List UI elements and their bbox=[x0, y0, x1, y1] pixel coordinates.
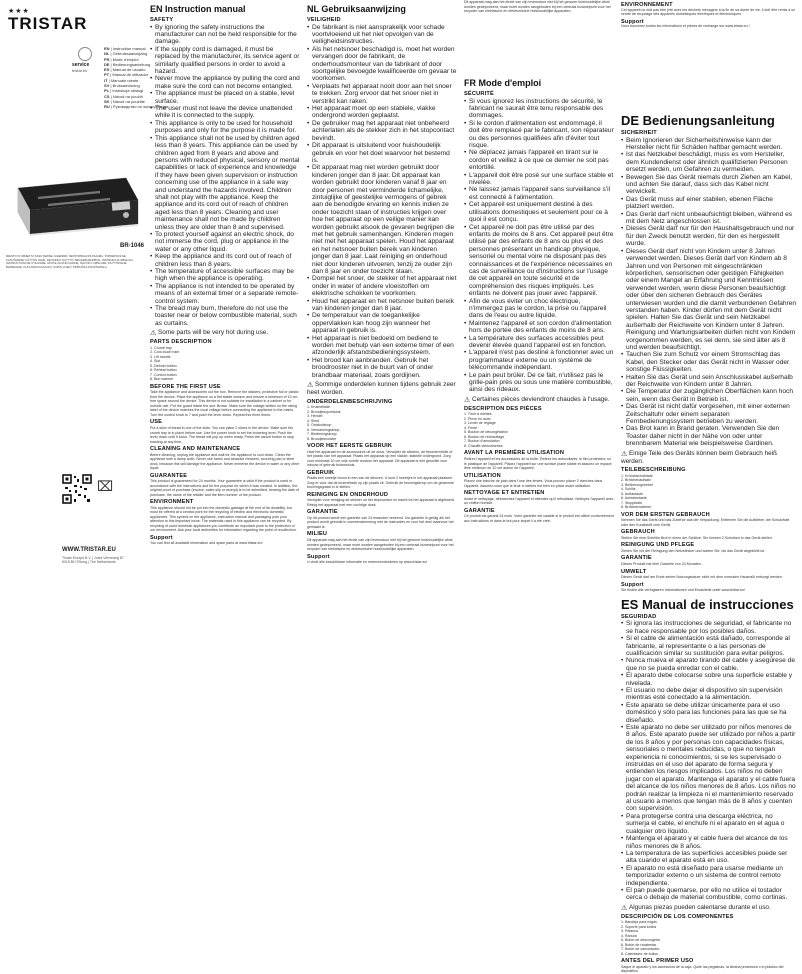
list-item: 6. Botón de recalentar bbox=[621, 942, 657, 947]
cover-small-print: MIESTO IN OBJEKTU KASUTAMISE JUHENDID, NESTOPIRALNIS PAJÁMA, TOPDEPOOLNE KASUTAMINE, KÄYTÖN OHJE, KIRJAINFO KÄYTTÖ, BRUKERHÅNDBOK, INSTRUKCJA OBSŁUGI, INSTRUCTIUNI DE UTILIZARE, UPUTE ZA RUKOVANJE, NÁVOD K OBSLUZE, KÄYTTÖOHJE, ВНИМАНИЕ, KULLANIM KILAVUZU, POPIS VOEĆI, PRÍRUČKA POUŽÍVATEĽA bbox=[6, 254, 134, 269]
section-heading-en: EN Instruction manual bbox=[150, 4, 246, 14]
use-heading: GEBRUIK bbox=[307, 469, 335, 476]
list-item: • Tauchen Sie zum Schutz vor einem Stromschlag das Kabel, den Stecker oder das Gerät nicht in Wasser oder sonstige Flüssigkeiten. bbox=[621, 351, 797, 373]
language-name: Instrukcja obsługi bbox=[112, 88, 144, 94]
safety-heading: SÉCURITÉ bbox=[464, 91, 494, 97]
cleaning-text: Before cleaning, unplug the appliance and wait for the appliance to cool down. Clean the appliance with a damp cloth. Never use harsh and abrasive cleaners, scouring pad or steel wool, because this will damage the appliance. Never immerse the device in water or any other liquid. bbox=[150, 452, 300, 471]
list-item: • Das Gerät muss auf einer stabilen, ebenen Fläche platziert werden. bbox=[621, 196, 797, 211]
list-item: 8. Calentador de bollos bbox=[621, 951, 658, 956]
list-item: • Das Gerät darf nicht unbeaufsichtigt bleiben, während es mit dem Netz angeschlossen ist. bbox=[621, 211, 797, 226]
hot-surface-warning: ⚠ Some parts will be very hot during use. bbox=[150, 329, 269, 338]
list-item: 4. Sleuf bbox=[307, 418, 320, 423]
language-entry: ES | Manual de usuario bbox=[104, 67, 146, 73]
before-use-heading: VOR DEM ERSTEN GEBRAUCH bbox=[621, 511, 710, 518]
language-code: EN bbox=[104, 46, 110, 51]
list-item: • Cet appareil ne doit pas être utilisé par des enfants de moins de 8 ans. Cet appareil peut être utilisé par des enfants de 8 ans ou plus et des personnes présentant un handicap physique, sensoriel ou mental voire ne disposant pas des connaissances et de l'expérience nécessaires en cas de surveillance ou d'instructions sur l'usage de cet appareil en toute sécurité et de compréhension des risques impliqués. Les enfants ne doivent pas jouer avec l'appareil. bbox=[464, 224, 614, 298]
safety-list bbox=[621, 137, 797, 448]
use-heading: USE bbox=[150, 419, 163, 426]
cleaning-text: Verwijder voor reiniging de stekker uit het stopcontact en wacht tot het apparaat is afgekoeld. Reinig het apparaat met een vochtige doek. bbox=[307, 498, 455, 507]
list-item: 2. Pince en acier bbox=[464, 416, 491, 421]
guarantee-heading: GARANTIE bbox=[464, 507, 495, 514]
safety-list bbox=[150, 24, 300, 328]
lang-code: DE bbox=[621, 113, 643, 128]
list-item: • Le pain peut brûler. De ce fait, n'utilisez pas le grille-pain près ou sous une matière combustible, ainsi des rideaux. bbox=[464, 372, 614, 394]
list-item: 6. Bouton de réchauffage bbox=[464, 434, 505, 439]
list-item: 5. Bouton de décongélation bbox=[464, 430, 508, 435]
section-heading-es: ES Manual de instrucciones bbox=[621, 596, 794, 612]
list-item: 1. Krümelschublade bbox=[621, 473, 653, 478]
list-item: 2. Brötchenaufsatz bbox=[621, 478, 651, 483]
guarantee-text: Op dit product wordt een garantie van 24 maanden verleend. Uw garantie is geldig als het product wordt gebruikt in overeenstemming met de instructies en voor het doel waarvoor het gemaakt is. bbox=[307, 515, 454, 529]
before-use-heading: BEFORE THE FIRST USE bbox=[150, 383, 221, 390]
language-entry: CS | Návod na použití bbox=[104, 93, 143, 99]
list-item: 3. Hendel bbox=[307, 414, 323, 419]
column-de-es bbox=[621, 0, 797, 974]
list-item: 4. Slot bbox=[150, 359, 161, 364]
language-code: PT bbox=[104, 72, 110, 78]
use-heading: UTILISATION bbox=[464, 472, 501, 479]
list-item: • Het apparaat moet op een stabiele, vlakke ondergrond worden geplaatst. bbox=[307, 105, 457, 120]
list-item: • To protect yourself against an electric shock, do not immerse the cord, plug or appliance in the water or any other liquid. bbox=[150, 231, 300, 253]
list-item: • Verplaats het apparaat nooit door aan het snoer te trekken. Zorg ervoor dat het snoer niet in verstrikt kan raken. bbox=[307, 83, 457, 105]
service-label: service bbox=[72, 62, 90, 68]
list-item: 4. Schlitz bbox=[621, 487, 636, 492]
list-item: 8. Chauffe-viennoiseries bbox=[464, 443, 503, 448]
support-heading: Support bbox=[621, 18, 644, 25]
language-code: CS bbox=[104, 93, 110, 99]
safety-heading: SEGURIDAD bbox=[621, 613, 657, 620]
list-item: • Maintenez l'appareil et son cordon d'alimentation hors de portée des enfants de moins de 8 ans. bbox=[464, 320, 614, 335]
language-entry: RU | Руководство по эксплуатации bbox=[104, 104, 169, 110]
list-item: • Si el cable de alimentación está dañado, corresponde al fabricante, al representante o a las personas de cualificación similar su sustitución para evitar peligros. bbox=[621, 635, 797, 657]
list-item: • Si le cordon d'alimentation est endommagé, il doit être remplacé par le fabricant, son réparateur ou des personnes qualifiées afin d'éviter tout risque. bbox=[464, 120, 614, 150]
list-item: 1. Crumb tray bbox=[150, 345, 172, 350]
list-item: • Ne déplacez jamais l'appareil en tirant sur le cordon et veillez à ce que ce dernier ne soit pas entortillé. bbox=[464, 149, 614, 171]
list-item: 3. Lift handle bbox=[150, 354, 171, 359]
before-use-text: Haal het apparaat en de accessoires uit de doos. Verwijder de stickers, de beschermfolie of het plastic van het apparaat. Plaats het apparaat op een vlakke, stabiele ondergrond. Zorg voor minimaal 10 cm vrije ruimte rondom het apparaat. Dit apparaat is niet geschikt voor inbouw of gebruik buitenshuis. bbox=[307, 449, 453, 468]
cleaning-text: Avant le nettoyage, débranchez l'appareil et attendez qu'il refroidisse. Nettoyez l'appareil avec un chiffon humide. bbox=[464, 496, 614, 506]
support-text: Vous trouverez toutes les informations et pièces de rechange sur www.tristar.eu ! bbox=[621, 24, 750, 28]
list-item: • The temperature of accessible surfaces may be high when the appliance is operating. bbox=[150, 268, 300, 283]
hot-surface-warning: ⚠ Certaines pièces deviendront chaudes à l'usage. bbox=[464, 395, 610, 404]
language-code: DE bbox=[104, 61, 110, 67]
safety-heading: SAFETY bbox=[150, 17, 174, 23]
before-use-text: Retirez l'appareil et les accessoires de la boîte. Retirez les autocollants, le film protecteur ou le plastique de l'appareil. Placez l'appareil sur une surface plane stable et assurez un espace libre minimum de 10 cm autour de l'appareil. bbox=[464, 457, 612, 471]
cleaning-heading: NETTOYAGE ET ENTRETIEN bbox=[464, 490, 545, 497]
parts-list bbox=[621, 474, 797, 510]
list-item: • De temperatuur van de toegankelijke oppervlakken kan hoog zijn wanneer het apparaat in gebruik is. bbox=[307, 312, 457, 334]
column-en bbox=[150, 0, 300, 575]
column-nl bbox=[307, 0, 457, 575]
support-text: Sie finden alle verfügbaren Informationen und Ersatzteile unter www.tristar.eu! bbox=[621, 588, 746, 593]
list-item: 4. Fente bbox=[464, 425, 478, 430]
list-item: • Dieses Gerät darf nicht von Kindern unter 8 Jahren verwendet werden. Dieses Gerät darf von Kindern ab 8 Jahren und von Personen mit eingeschränkten körperlichen, sensorischen oder geistigen Fähigkeiten oder einem Mangel an Erfahrung und Kenntnissen verwendet werden, wenn diese Personen beaufsichtigt oder über den sicheren Gebrauch des Gerätes unterwiesen wurden und die damit verbundenen Gefahren verstanden haben. Kinder dürfen mit dem Gerät nicht spielen. Halten Sie das Gerät und sein Netzkabel außerhalb der Reichweite von Kindern unter 8 Jahren. Reinigung und Wartungsarbeiten dürfen nicht von Kindern vorgenommen werden, es sei denn, sie sind älter als 8 und werden beaufsichtigt. bbox=[621, 248, 797, 352]
list-item: • Nunca mueva el aparato tirando del cable y asegúrese de que no se pueda enredar con el cable. bbox=[621, 657, 797, 672]
footer-website[interactable]: WWW.TRISTAR.EU bbox=[62, 547, 116, 553]
hot-surface-warning: ⚠ Sommige onderdelen kunnen tijdens gebruik zeer heet worden. bbox=[307, 381, 456, 397]
language-list bbox=[104, 46, 169, 110]
section-heading-nl: NL Gebruiksaanwijzing bbox=[307, 4, 406, 14]
list-item: • Als het netsnoer beschadigd is, moet het worden vervangen door de fabrikant, de onderhoudsmonteur van de fabrikant of door soortgelijke bevoegde kwalificeerde om gevaar te voorkomen. bbox=[307, 46, 457, 83]
environment-text: Dieses Gerät darf am Ende seiner Nutzungsdauer nicht mit dem normalen Hausmüll entsorgt werden. bbox=[621, 575, 783, 580]
brand-stars: ★★★ bbox=[8, 8, 30, 15]
list-item: • El usuario no debe dejar el dispositivo sin supervisión mientras esté conectado a la alimentación. bbox=[621, 687, 797, 702]
list-item: • This appliance shall not be used by children aged less than 8 years. This appliance can be used by children aged from 8 years and above and persons with reduced physical, sensory or mental capabilities or lack of experience and knowledge if they have been given supervision or instruction concerning use of the appliance in a safe way and understand the hazards involved. Children shall not play with the appliance. Keep the appliance and its cord out of reach of children aged less than 8 years. Cleaning and user maintenance shall not be made by children unless they are older than 8 and supervised. bbox=[150, 135, 300, 231]
safety-list bbox=[621, 620, 797, 901]
language-entry: SV | Bruksanvisning bbox=[104, 83, 140, 89]
nl-continuation: Dit apparaat mag aan het einde van zijn levensduur niet bij het gewone huishoudelijke afval worden gedeponeerd, maar moet worden aangeboden bij een centraal inzamelpunt voor het recyclen van elektrische en elektronische huishoudelijke apparaten. bbox=[464, 0, 611, 13]
language-name: Návod na použití bbox=[112, 93, 143, 99]
list-item: • Dit apparaat mag niet worden gebruikt door kinderen jonger dan 8 jaar. Dit apparaat kan worden gebruikt door kinderen vanaf 8 jaar en door personen met verminderde lichamelijke, zintuiglijke of geestelijke vermogens of gebrek aan de benodigde ervaring en kennis indien ze onder toezicht staan of instructies krijgen over hoe het apparaat op een veilige manier kan worden gebruikt alsook de gevaren begrijpen die met het gebruik samenhangen. Kinderen mogen niet met het apparaat spelen. Houd het apparaat en het netsnoer buiten bereik van kinderen jonger dan 8 jaar. Laat reiniging en onderhoud niet door kinderen uitvoeren, tenzij ze ouder zijn dan 8 jaar en onder toezicht staan. bbox=[307, 164, 457, 275]
language-entry: DE | Bedienungsanleitung bbox=[104, 61, 151, 67]
use-text: Plaats een sneetje brood in een van de sleuven. U kunt 2 sneetjes in het apparaat plaatsen. Zorg er voor dat de kruimellade op zijn plaats zit. Gebruik de bruiningsknop om de gewenste bruiningsgraad in te stellen. bbox=[307, 476, 454, 490]
language-name: Bruksanvisning bbox=[112, 83, 140, 89]
use-heading: GEBRAUCH bbox=[621, 529, 655, 536]
language-code: FR bbox=[104, 56, 110, 62]
support-heading: Support bbox=[150, 534, 173, 541]
list-item: 5. Ontdooiknop bbox=[307, 423, 332, 428]
list-item: • Dompel het snoer, de stekker of het apparaat niet onder in water of andere vloeistoffen om elektrische schokken te voorkomen. bbox=[307, 275, 457, 297]
guarantee-heading: GUARANTEE bbox=[150, 472, 188, 479]
list-item: 3. Palanca bbox=[621, 929, 638, 934]
list-item: • L'appareil doit être posé sur une surface stable et nivelée. bbox=[464, 172, 614, 187]
parts-heading: DESCRIPCIÓN DE LOS COMPONENTES bbox=[621, 913, 734, 920]
cleaning-text: Ziehen Sie vor der Reinigung den Netzstecker und warten Sie, bis das Gerät abgekühlt ist. bbox=[621, 548, 766, 553]
lang-code: FR bbox=[464, 78, 479, 88]
list-item: 3. Levier de réglage bbox=[464, 421, 496, 426]
hot-surface-icon: ⚠ bbox=[621, 904, 628, 912]
safety-heading: VEILIGHEID bbox=[307, 17, 341, 23]
environment-heading: ENVIRONNEMENT bbox=[621, 2, 673, 8]
brand-logo bbox=[8, 8, 87, 33]
list-item: • Houd het apparaat en het netsnoer buiten bereik van kinderen jonger dan 8 jaar. bbox=[307, 298, 457, 313]
language-entry: NL | Gebruiksaanwijzing bbox=[104, 51, 148, 57]
list-item: 1. Bandeja para migas bbox=[621, 920, 657, 925]
list-item: • Halten Sie das Gerät und sein Anschlusskabel außerhalb der Reichweite von Kindern unter 8 Jahren. bbox=[621, 374, 797, 389]
language-code: NL bbox=[104, 51, 110, 57]
list-item: • Die Temperatur der zugänglichen Oberflächen kann hoch sein, wenn das Gerät in Betrieb ist. bbox=[621, 388, 797, 403]
list-item: 6. Reheat button bbox=[150, 368, 177, 373]
language-name: Bedienungsanleitung bbox=[112, 61, 151, 67]
list-item: • Ist das Netzkabel beschädigt, muss es vom Hersteller, dem Kundendienst oder ähnlich qualifizierten Personen ersetzt werden, um Gefahren zu vermeiden. bbox=[621, 151, 797, 173]
lang-code: EN bbox=[150, 4, 166, 14]
list-item: • Este aparato no debe ser utilizado por niños menores de 8 años. Este aparato puede ser utilizado por niños a partir de los 8 años y por personas con capacidades físicas, sensoriales o mentales reducidas, o que no tengan experiencia ni conocimientos, si se les supervisado o instruidas en el uso del aparato de forma segura y entienden los riesgos implicados. Los niños no deben jugar con el aparato. Mantenga el aparato y el cable fuera del alcance de los niños menores de 8 años. Los niños no podrán realizar la limpieza ni el mantenimiento reservado al usuario a menos que tengan más de 8 años y cuenten con supervisión. bbox=[621, 724, 797, 813]
parts-list bbox=[464, 412, 614, 448]
list-item: 3. Bedienungshebel bbox=[621, 482, 653, 487]
list-item: 8. Broodjesrooster bbox=[307, 436, 337, 441]
environment-text: This appliance should not be put into the domestic garbage at the end of its durability, but must be offered at a central point for the recycling of electric and electronic domestic appliances. This symbol on the appliance, instruction manual and packaging puts your attention to this important issue. The materials used in this appliance can be recycled. By recycling of used domestic appliances you contribute an important push to the protection of our environment. Ask your local authorities for information regarding the point of recollection. bbox=[150, 505, 297, 533]
list-item: 2. Soporte para bollos bbox=[621, 924, 657, 929]
list-item: 2. Cool-touch ham bbox=[150, 350, 180, 355]
cleaning-heading: REINIGUNG UND PFLEGE bbox=[621, 542, 695, 549]
parts-heading: PARTS DESCRIPTION bbox=[150, 339, 212, 346]
before-use-heading: VOOR HET EERSTE GEBRUIK bbox=[307, 443, 393, 450]
list-item: 5. Auftautaste bbox=[621, 491, 643, 496]
language-name: Manuale utente bbox=[110, 77, 139, 83]
service-logo bbox=[72, 47, 100, 73]
support-heading: Support bbox=[307, 553, 330, 560]
guarantee-heading: GARANTIE bbox=[307, 509, 338, 516]
language-entry: PT | Manual de utilizador bbox=[104, 72, 149, 78]
before-use-text: Nehmen Sie das Gerät und das Zubehör aus der Verpackung. Entfernen Sie die Aufkleber, die Schutzfolie oder den Kunststoff vom Gerät. bbox=[621, 518, 790, 527]
list-item: • Este aparato se debe utilizar únicamente para el uso doméstico y sólo para las funciones para las que se ha diseñado. bbox=[621, 702, 797, 724]
safety-heading: SICHERHEIT bbox=[621, 130, 657, 136]
list-item: • Keep the appliance and its cord out of reach of children less than 8 years. bbox=[150, 253, 300, 268]
list-item: • Ne laissez jamais l'appareil sans surveillance s'il est connecté à l'alimentation. bbox=[464, 186, 614, 201]
language-entry: PL | Instrukcja obsługi bbox=[104, 88, 144, 94]
language-code: SK bbox=[104, 98, 110, 104]
section-heading-fr: FR Mode d'emploi bbox=[464, 78, 542, 88]
language-name: Instruction manual bbox=[112, 46, 146, 51]
environment-heading: MILIEU bbox=[307, 531, 328, 538]
toaster-illustration bbox=[8, 160, 144, 240]
list-item: • Het brood kan aanbranden. Gebruik het broodrooster niet in de buurt van of onder brandbaar materiaal, zoals gordijnen. bbox=[307, 357, 457, 379]
language-name: Gebruiksaanwijzing bbox=[112, 51, 148, 57]
list-item: • La temperatura de las superficies accesibles puede ser alta cuando el aparato está en uso. bbox=[621, 850, 797, 865]
list-item: 8. Brötchenwärmer bbox=[621, 505, 652, 510]
list-item: • This appliance is only to be used for household purposes and only for the purpose it is made for. bbox=[150, 120, 300, 135]
safety-list bbox=[307, 24, 457, 380]
list-item: • El pan puede quemarse, por ello no utilice el tostador cerca o debajo de material combustible, como cortinas. bbox=[621, 887, 797, 902]
list-item: 5. Botón de descongelar bbox=[621, 938, 660, 943]
hot-surface-icon: ⚠ bbox=[307, 382, 314, 390]
list-item: • By ignoring the safety instructions the manufacturer can not be held responsible for the damage. bbox=[150, 24, 300, 46]
guarantee-text: Dieses Produkt hat eine Garantie von 24 Monaten. bbox=[621, 562, 702, 567]
service-icon bbox=[78, 47, 92, 61]
list-item: • Never move the appliance by pulling the cord and make sure the cord can not become entangled. bbox=[150, 75, 300, 90]
use-text: Placez une tranche de pain dans l'une des fentes. Vous pouvez placer 2 tranches dans l'appareil. Assurez-vous que le tiroir à miettes est bien en place avant utilisation. bbox=[464, 479, 603, 488]
list-item: • Para protegerse contra una descarga eléctrica, no sumerja el cable, el enchufe ni el aparato en el agua o cualquier otro líquido. bbox=[621, 813, 797, 835]
language-code: PL bbox=[104, 88, 110, 94]
list-item: • Dieses Gerät darf nur für den Haushaltsgebrauch und nur für den Zweck benutzt werden, für den es hergestellt wurde. bbox=[621, 225, 797, 247]
list-item: • Das Brot kann in Brand geraten. Verwenden Sie den Toaster daher nicht in der Nähe von oder unter brennbarem Material wie beispielsweise Gardinen. bbox=[621, 425, 797, 447]
list-item: 7. Botón de cancelación bbox=[621, 947, 660, 952]
before-use-text: Saque el aparato y los accesorios de la caja. Quite las pegatinas, la lámina protectora o el plástico del dispositivo. bbox=[621, 964, 784, 974]
before-use-heading: ANTES DEL PRIMER USO bbox=[621, 958, 694, 965]
language-entry: IT | Manuale utente bbox=[104, 77, 139, 83]
list-item: 5. Defrost button bbox=[150, 363, 177, 368]
qr-code-icon bbox=[62, 474, 92, 504]
language-entry: SK | Návod na použitie bbox=[104, 98, 145, 104]
crossed-bin-icon: ⌧ bbox=[97, 478, 114, 494]
footer-address-line: Tristar Europe B.V. | Jules Verneweg 87 bbox=[62, 556, 124, 560]
list-item: • Cet appareil est uniquement destiné à des utilisations domestiques et seulement pour ce à quoi il est conçu. bbox=[464, 201, 614, 223]
list-item: • Das Gerät ist nicht dafür vorgesehen, mit einer externen Zeitschaltuhr oder einem separaten Fernbedienungssystem betrieben zu werden. bbox=[621, 403, 797, 425]
list-item: • The bread may burn, therefore do not use the toaster near or below combustible material, such as curtains. bbox=[150, 305, 300, 327]
before-use-text: Take the appliance and accessories out the box. Remove the stickers, protective foil or plastic from the device. Place the appliance on a flat stable surface and ensure a minimum of 10 cm. free space around the device. This device is not suitable for installation in a cabinet or for outside use. Put the guard inside the slot. Brown. Make sure the voltage written on the rating label of the device matches the local voltage before connecting the appliance to the mains. Turn the control knob to 7 and push the lever down. Repeat this three times. bbox=[150, 390, 299, 417]
list-item: 7. Control button bbox=[150, 372, 177, 377]
list-item: 6. Verwarmingsknop bbox=[307, 427, 340, 432]
language-entry: FR | Mode d'emploi bbox=[104, 56, 139, 62]
language-code: IT bbox=[104, 77, 108, 83]
list-item: • L'appareil n'est pas destiné à fonctionner avec un programmateur externe ou un système de télécommande indépendant. bbox=[464, 349, 614, 371]
language-name: Manual de usuario bbox=[112, 67, 146, 73]
footer-address bbox=[62, 556, 124, 564]
list-item: 2. Broodjesopzetstuk bbox=[307, 409, 341, 414]
list-item: • El aparato no está diseñado para usarse mediante un temporizador externo o un sistema de control remoto independiente. bbox=[621, 865, 797, 887]
list-item: • Het apparaat is niet bedoeld om bediend te worden met behulp van een externe timer of een afzonderlijk afstandsbedieningssysteem. bbox=[307, 335, 457, 357]
list-item: 7. Stopptaste bbox=[621, 500, 643, 505]
list-item: 6. Aufwärmtaste bbox=[621, 496, 647, 501]
parts-list bbox=[150, 346, 300, 382]
column-fr bbox=[464, 0, 614, 575]
list-item: 8. Bun warmer bbox=[150, 377, 174, 382]
language-code: RU bbox=[104, 104, 110, 110]
list-item: 7. Bouton d'annulation bbox=[464, 439, 500, 444]
model-number: BR-1046 bbox=[120, 243, 145, 249]
support-text: You can find all available information and spare parts at www.tristar.eu! bbox=[150, 541, 263, 546]
list-item: • The user must not leave the device unattended while it is connected to the supply. bbox=[150, 105, 300, 120]
list-item: • La température des surfaces accessibles peut devenir élevée quand l'appareil est en fonction. bbox=[464, 335, 614, 350]
hot-surface-icon: ⚠ bbox=[621, 450, 628, 458]
before-use-heading: AVANT LA PREMIÈRE UTILISATION bbox=[464, 450, 565, 457]
service-site: tristar.eu bbox=[72, 68, 88, 73]
list-item: • De fabrikant is niet aansprakelijk voor schade voortvloeiend uit het niet opvolgen van de veiligheidsinstructies. bbox=[307, 24, 457, 46]
hot-surface-warning: ⚠ Einige Teile des Geräts können beim Gebrauch heiß werden. bbox=[621, 449, 778, 465]
list-item: • Si ignora las instrucciones de seguridad, el fabricante no se hace responsable por los posibles daños. bbox=[621, 620, 797, 635]
list-item: • If the supply cord is damaged, it must be replaced by the manufacturer, its service agent or similarly qualified persons in order to avoid a hazard. bbox=[150, 46, 300, 76]
parts-heading: TEILEBESCHREIBUNG bbox=[621, 467, 686, 474]
footer-address-line: 5015 BH Tilburg | The Netherlands bbox=[62, 560, 116, 565]
list-item: • De gebruiker mag het apparaat niet onbeheerd achterlaten als de stekker zich in het stopcontact bevindt. bbox=[307, 120, 457, 142]
list-item: • The appliance must be placed on a stable, level surface. bbox=[150, 90, 300, 105]
support-text: U vindt alle beschikbare informatie en reserveonderdelen op www.tristar.eu! bbox=[307, 560, 428, 565]
list-item: • The appliance is not intended to be operated by means of an external timer or a separate remote-control system. bbox=[150, 283, 300, 305]
list-item: • Afin de vous éviter un choc électrique, n'immergez pas le cordon, la prise ou l'appareil dans de l'eau ou autre liquide. bbox=[464, 298, 614, 320]
list-item: 4. Ranura bbox=[621, 933, 637, 938]
support-heading: Support bbox=[621, 581, 644, 588]
hot-surface-icon: ⚠ bbox=[150, 330, 157, 338]
cleaning-heading: CLEANING AND MAINTENANCE bbox=[150, 446, 241, 453]
language-name: Návod na použitie bbox=[112, 98, 145, 104]
parts-list bbox=[621, 920, 797, 956]
language-code: SV bbox=[104, 83, 110, 89]
list-item: 1. Tiroir à miettes bbox=[464, 412, 492, 417]
parts-list bbox=[307, 405, 457, 441]
list-item: • Mantenga el aparato y el cable fuera del alcance de los niños menores de 8 años. bbox=[621, 835, 797, 850]
hot-surface-icon: ⚠ bbox=[464, 396, 471, 404]
list-item: • Bewegen Sie das Gerät niemals durch Ziehen am Kabel, und achten Sie darauf, dass sich das Kabel nicht verwickelt. bbox=[621, 174, 797, 196]
list-item: 7. Bedieningsknop bbox=[307, 432, 337, 437]
guarantee-text: Ce produit est garanti 24 mois. Votre garantie est valable si le produit est utilisé conformément aux instructions et dans le but pour lequel il a été créé. bbox=[464, 514, 614, 523]
guarantee-text: This product is guaranteed for 24 months. Your guarantee is valid if the product is used in accordance with the instructions and for the purpose for which it was created. In addition, the original proof of purchase (invoice, sales slip or receipt) is to be submitted, bearing the date of purchase, the name of the retailer and the item number of the product. bbox=[150, 479, 300, 497]
environment-heading: UMWELT bbox=[621, 568, 647, 575]
environment-heading: ENVIRONMENT bbox=[150, 499, 194, 506]
section-heading-de: DE Bedienungsanleitung bbox=[621, 113, 775, 128]
lang-code: NL bbox=[307, 4, 322, 14]
list-item: • Si vous ignorez les instructions de sécurité, le fabricant ne saurait être tenu responsable des dommages. bbox=[464, 98, 614, 120]
language-name: Руководство по эксплуатации bbox=[113, 104, 169, 110]
environment-text: Cet appareil ne doit pas être jeté avec les déchets ménagers à la fin de sa durée de vie, il doit être remis à un centre de recyclage des appareils domestiques électriques et électroniques. bbox=[621, 7, 796, 16]
parts-heading: ONDERDELENBESCHRIJVING bbox=[307, 398, 393, 405]
hot-surface-warning: ⚠ Algunas piezas pueden calentarse durante el uso. bbox=[621, 903, 771, 912]
language-entry: EN | Instruction manual bbox=[104, 46, 146, 51]
list-item: • Dit apparaat is uitsluitend voor huishoudelijk gebruik en voor het doel waarvoor het bestemd is. bbox=[307, 142, 457, 164]
use-text: Stellen Sie eine Scheibe Brot in einen der Schlitze. Sie können 2 Scheiben in das Gerät stellen. bbox=[621, 535, 773, 540]
brand-name: TRISTAR bbox=[8, 14, 88, 33]
parts-heading: DESCRIPTION DES PIÈCES bbox=[464, 405, 542, 412]
environment-text: Dit apparaat mag aan het einde van zijn levensduur niet bij het gewone huishoudelijke afval worden gedeponeerd, maar moet worden aangeboden bij een centraal inzamelpunt voor het recyclen van elektrische en elektronische huishoudelijke apparaten. bbox=[307, 538, 454, 552]
list-item: • El aparato debe colocarse sobre una superficie estable y nivelada. bbox=[621, 672, 797, 687]
list-item: • Beim Ignorieren der Sicherheitshinweise kann der Hersteller nicht für Schäden haftbar gemacht werden. bbox=[621, 137, 797, 152]
language-code: ES bbox=[104, 67, 110, 73]
lang-code: ES bbox=[621, 596, 642, 612]
use-text: Put a slice of bread in one of the slots. You can place 2 slices in the device. Make sure the crumb tray is in place before use. Use the power knob to set the browning level. Push the lever down until it locks. The bread will pop up when ready. Press the cancel button to stop toasting at any time. bbox=[150, 426, 294, 444]
language-name: Mode d'emploi bbox=[112, 56, 139, 62]
list-item: 1. Kruimellade bbox=[307, 405, 330, 410]
guarantee-heading: GARANTIE bbox=[621, 555, 652, 562]
safety-list bbox=[464, 98, 614, 394]
fr-continuation bbox=[621, 3, 797, 109]
language-name: Manual de utilizador bbox=[112, 72, 149, 78]
cleaning-heading: REINIGING EN ONDERHOUD bbox=[307, 491, 389, 498]
